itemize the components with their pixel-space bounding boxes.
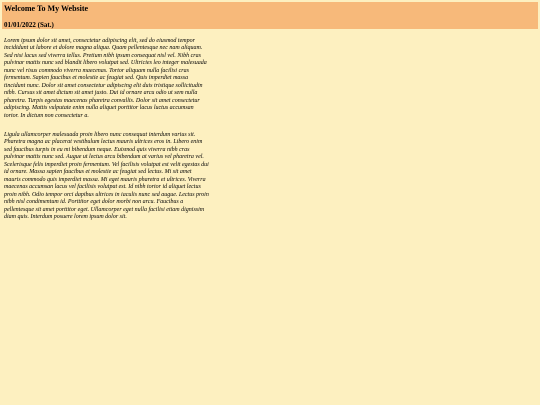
site-header (2, 2, 538, 29)
main-content (4, 38, 209, 233)
body-paragraph: Lorem ipsum dolor sit amet, consectetur adipiscing elit, sed do eiusmod tempor incididunt ut labore et dolore magna aliqua. Quam pellentesque nec nam aliquam. Sed nisi lacus sed viverra tellus. Pretium nibh ipsum consequat nisl vel. Nibh cras pulvinar mattis nunc sed blandit libero volutpat sed. Ultricies leo integer malesuada nunc vel risus commodo viverra maecenas. Tortor aliquam nulla facilisi cras fermentum. Sapien faucibus et molestie ac feugiat sed. Quis imperdiet massa tincidunt nunc. Dolor sit amet consectetur adipiscing elit duis tristique sollicitudin nibh. Cursus sit amet dictum sit amet justo. Dui id ornare arcu odio ut sem nulla pharetra. Turpis egestas maecenas pharetra convallis. Dolor sit amet consectetur adipiscing. Mattis vulputate enim nulla aliquet porttitor lacus luctus accumsan tortor. In dictum non consectetur a. (4, 38, 207, 119)
site-date: 01/01/2022 (Sat.) (4, 21, 54, 29)
body-paragraph: Ligula ullamcorper malesuada proin libero nunc consequat interdum varius sit. Pharetra magna ac placerat vestibulum lectus mauris ultrices eros in. Libero enim sed faucibus turpis in eu mi bibendum neque. Euismod quis viverra nibh cras pulvinar mattis nunc sed. Augue ut lectus arcu bibendum at varius vel pharetra vel. Scelerisque felis imperdiet proin fermentum. Vel facilisis volutpat est velit egestas dui id ornare. Massa sapien faucibus et molestie ac feugiat sed lectus. Mi sit amet mauris commodo quis imperdiet massa. Mi eget mauris pharetra et ultrices. Viverra maecenas accumsan lacus vel facilisis volutpat est. Id nibh tortor id aliquet lectus proin nibh. Odio tempor orci dapibus ultrices in iaculis nunc sed augue. Lectus proin nibh nisl condimentum id. Porttitor eget dolor morbi non arcu. Faucibus a pellentesque sit amet porttitor eget. Ullamcorper eget nulla facilisi etiam dignissim diam quis. Interdum posuere lorem ipsum dolor sit. (4, 131, 209, 220)
site-title: Welcome To My Website (4, 4, 89, 13)
